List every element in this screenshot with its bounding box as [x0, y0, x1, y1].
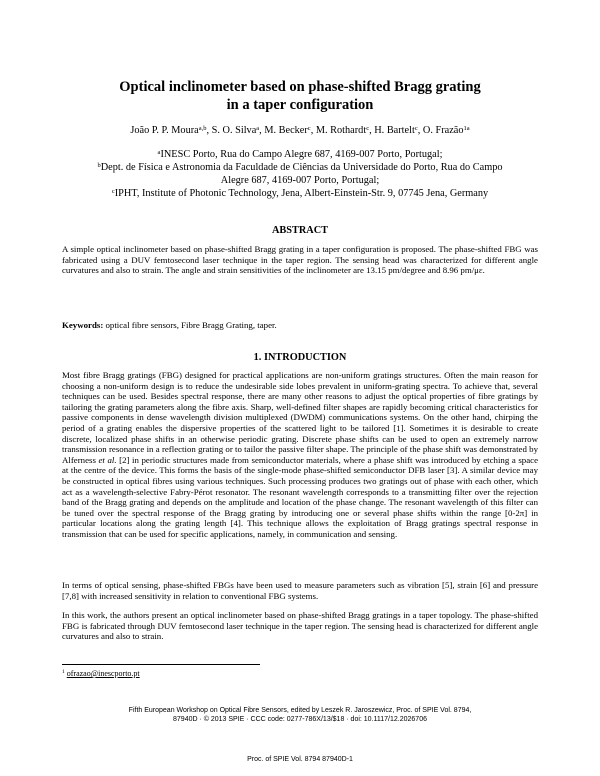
keywords: [62, 320, 277, 330]
intro-paragraph-1: Most fibre Bragg gratings (FBG) designed for practical applications are non-uniform gratings structures. Often the main reason for choosing a non-uniform design is to reduce the undesirable side lobes prevalent in uniform-grating spectra. To achieve that, several techniques can be used. Besides spectral response, there are many other reasons to adjust the optical properties of fibre gratings by tailoring the grating parameters along the fibre axis. Sharp, well-defined filter shapes are rapidly becoming critical characteristics for passive components in dense wavelength division multiplexed (DWDM) communications systems. On the other hand, chirping the period of a grating enables the dispersive properties of the scattered light to be tailored [1]. Sometimes it is desirable to create discrete, localized phase shifts in an otherwise periodic grating. Discrete phase shifts can be used to open an extremely narrow transmission resonance in a reflection grating or to tailor the passive filter shape. The principle of the phase shift was demonstrated by Alferness et al. [2] in periodic structures made from semiconductor materials, where a phase shift was introduced by etching a space at the centre of the device. This forms the basis of the single-mode phase-shifted semiconductor DFB laser [3]. A similar device may be constructed in optical fibres using various techniques. Such processing produces two gratings out of phase with each other, which act as a wavelength-selective Fabry-Pérot resonator. The resonant wavelength corresponds to a transmitting filter over the rejection band of the Bragg grating and depends on the amplitude and location of the phase change. The resonant wavelength of this filter can be tuned over the spectral response of the Bragg grating by introducing one or several phase shifts within the range [0-2π] in particular locations along the grating length [4]. This technique allows the exploitation of Bragg gratings spectral response in transmission that can be used for specific applications, namely, in communication and sensing.: [62, 370, 539, 539]
publication-info: [100, 706, 500, 724]
keywords-label: Keywords:: [62, 320, 104, 330]
intro-paragraph-3: In this work, the authors present an optical inclinometer based on phase-shifted Bragg gratings in a taper topology. The phase-shifted FBG is fabricated through DUV femtosecond laser technique in the taper region. The sensing head is characterized for different angle curvatures and also to strain.: [62, 610, 538, 642]
abstract-heading: ABSTRACT: [271, 225, 329, 236]
affiliation-b: $^b$Dept. de Física e Astronomia da Faculdade de Ciências da Universidade do Porto, Rua do Campo Alegre 687, 4169-007 Porto, Portugal;: [97, 162, 503, 186]
paper-title: [60, 78, 540, 114]
intro-paragraph-2: In terms of optical sensing, phase-shifted FBGs have been used to measure parameters such as vibration [5], strain [6] and pressure [7,8] with increased sensitivity in relation to conventional FBG systems.: [62, 580, 538, 601]
affiliation-a: $^a$INESC Porto, Rua do Campo Alegre 687, 4169-007 Porto, Portugal;: [157, 149, 443, 160]
author: M. Becker$^c$,: [264, 125, 316, 136]
author: M. Rothardt$^c$,: [315, 125, 375, 136]
author: S. O. Silva$^a$,: [211, 125, 265, 136]
author: João P. P. Moura$^{a,b}$,: [130, 125, 212, 136]
abstract-text: A simple optical inclinometer based on phase-shifted Bragg grating in a taper configuration is proposed. The phase-shifted FBG was fabricated using a DUV femtosecond laser technique in the taper region. The sensing head was characterized for different angle curvatures and also to strain. The angle and strain sensitivities of the inclinometer are 13.15 pm/degree and 8.96 pm/με.: [62, 244, 538, 276]
affiliation-c: $^c$IPHT, Institute of Photonic Technology, Jena, Albert-Einstein-Str. 9, 07745 Jena, Germany: [111, 188, 489, 199]
footnote-divider: [62, 664, 260, 665]
author-list: [60, 122, 540, 137]
publication-line-2: 87940D · © 2013 SPIE · CCC code: 0277-786X/13/$18 · doi: 10.1117/12.2026706: [173, 716, 427, 723]
author: H. Bartelt$^c$,: [374, 125, 423, 136]
keywords-text: optical fibre sensors, Fibre Bragg Grating, taper.: [105, 320, 277, 330]
author: O. Frazão$^{1a}$: [422, 125, 470, 136]
email-link[interactable]: ofrazao@inescporto.pt: [66, 669, 140, 678]
title-line-1: Optical inclinometer based on phase-shifted Bragg grating: [119, 79, 481, 95]
publication-line-1: Fifth European Workshop on Optical Fibre Sensors, edited by Leszek R. Jaroszewicz, Proc. of SPIE Vol. 8794,: [128, 707, 472, 714]
page-footer: Proc. of SPIE Vol. 8794 87940D-1: [247, 756, 353, 763]
title-line-2: in a taper configuration: [226, 97, 374, 113]
introduction-heading: 1. INTRODUCTION: [253, 352, 347, 363]
footnote: $^1$ ofrazao@inescporto.pt: [62, 669, 140, 678]
